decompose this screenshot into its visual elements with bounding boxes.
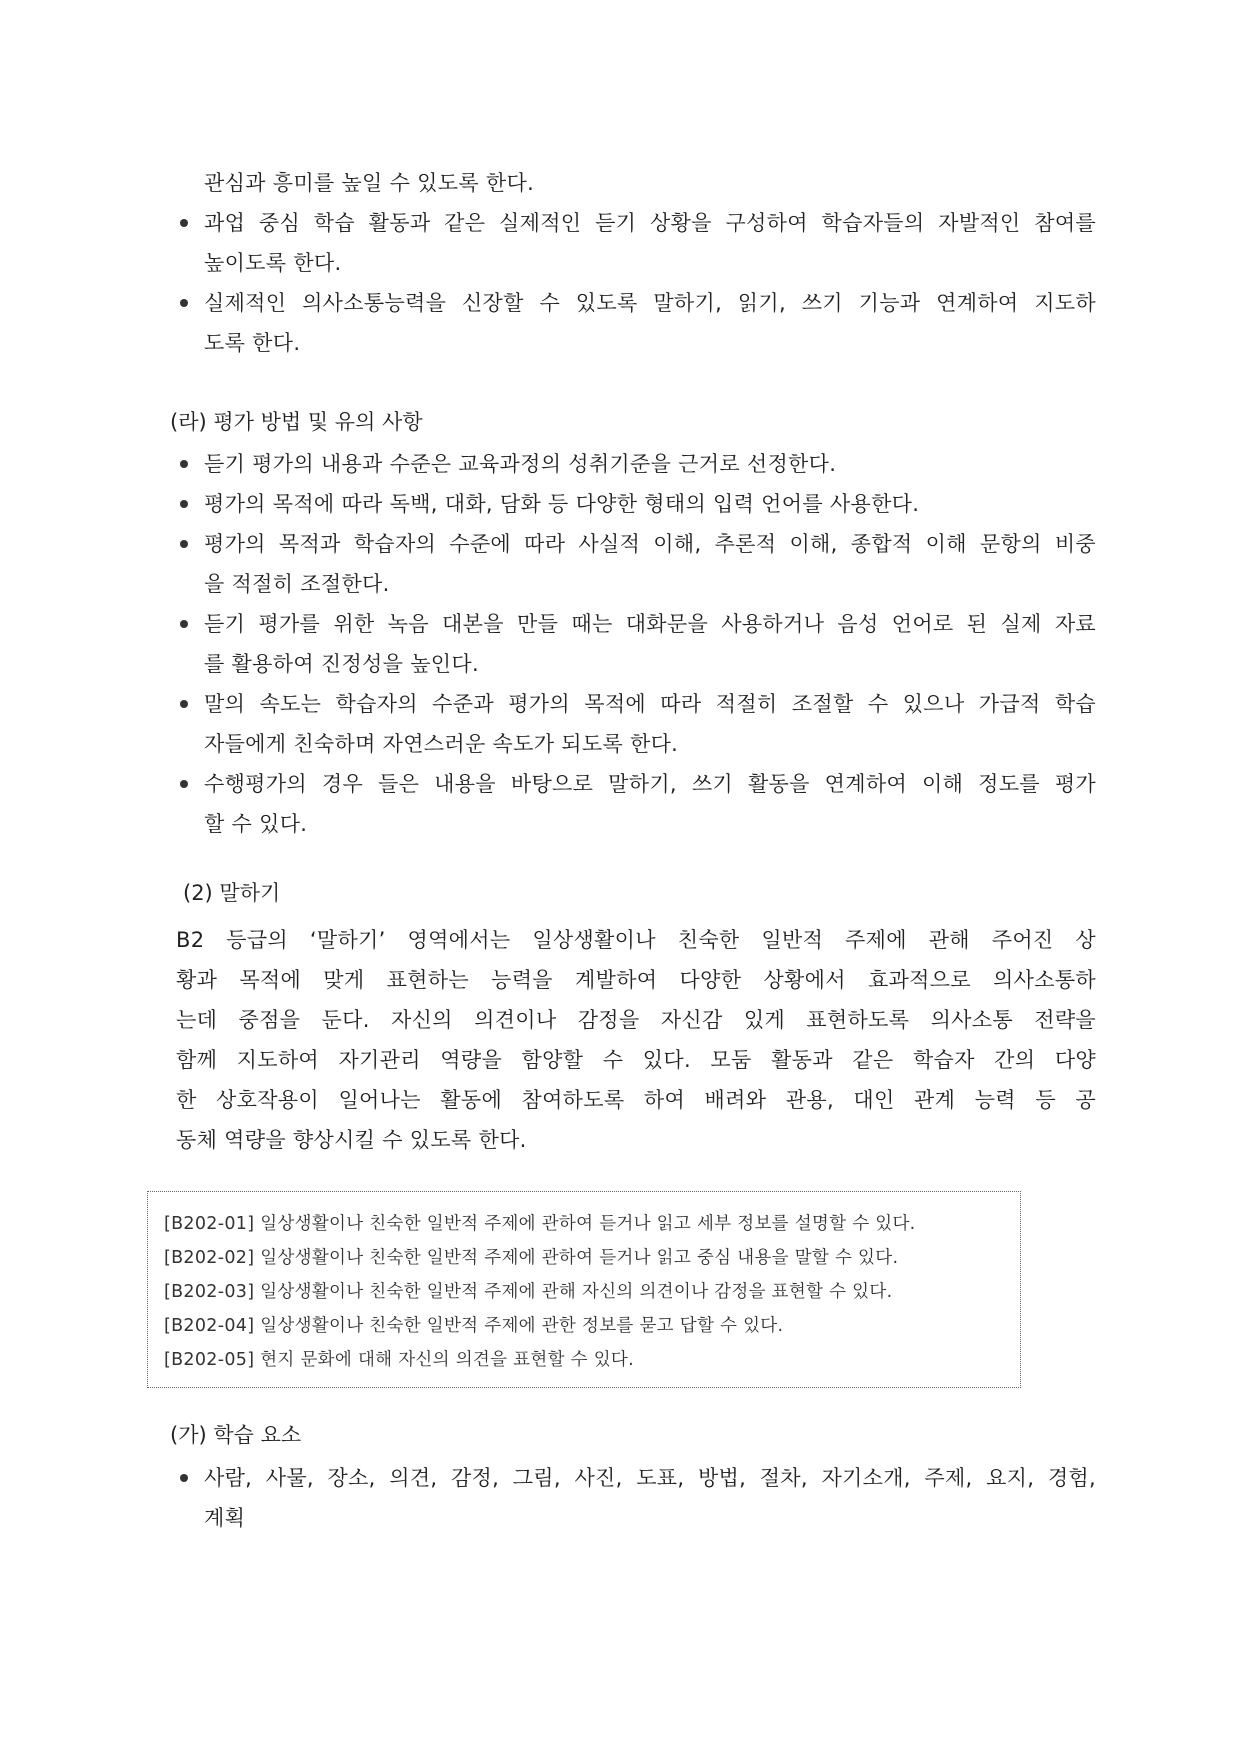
list-item-line: 사람, 사물, 장소, 의견, 감정, 그림, 사진, 도표, 방법, 절차, 자기소개, 주제, 요지, 경험, <box>204 1466 1096 1490</box>
list-item-line: 실제적인 의사소통능력을 신장할 수 있도록 말하기, 읽기, 쓰기 기능과 연계하여 지도하 <box>204 291 1096 315</box>
continuation-text: 관심과 흥미를 높일 수 있도록 한다. <box>204 171 535 195</box>
section-heading-speaking: (2) 말하기 <box>183 881 281 905</box>
bullet-icon <box>180 540 188 548</box>
paragraph-line: B2 등급의 ‘말하기’ 영역에서는 일상생활이나 친숙한 일반적 주제에 관해 주어진 상 <box>176 928 1096 952</box>
paragraph-line: 한 상호작용이 일어나는 활동에 참여하도록 하여 배려와 관용, 대인 관계 능력 등 공 <box>176 1088 1096 1112</box>
list-item-line: 과업 중심 학습 활동과 같은 실제적인 듣기 상황을 구성하여 학습자들의 자발적인 참여를 <box>204 211 1096 235</box>
list-item-line: 계획 <box>204 1506 246 1530</box>
list-item-line: 도록 한다. <box>204 331 301 355</box>
paragraph-line: 황과 목적에 맞게 표현하는 능력을 계발하여 다양한 상황에서 효과적으로 의사소통하 <box>176 968 1096 992</box>
bullet-icon <box>180 780 188 788</box>
bullet-icon <box>180 700 188 708</box>
section-heading-evaluation: (라) 평가 방법 및 유의 사항 <box>170 410 423 434</box>
bullet-icon <box>180 620 188 628</box>
list-item-line: 평가의 목적과 학습자의 수준에 따라 사실적 이해, 추론적 이해, 종합적 이해 문항의 비중 <box>204 532 1096 556</box>
list-item-line: 듣기 평가를 위한 녹음 대본을 만들 때는 대화문을 사용하거나 음성 언어로 된 실제 자료 <box>204 612 1096 636</box>
list-item-line: 수행평가의 경우 들은 내용을 바탕으로 말하기, 쓰기 활동을 연계하여 이해 정도를 평가 <box>204 772 1096 796</box>
list-item-line: 높이도록 한다. <box>204 251 342 275</box>
list-item-line: 을 적절히 조절한다. <box>204 572 390 596</box>
paragraph-line: 함께 지도하여 자기관리 역량을 함양할 수 있다. 모둠 활동과 같은 학습자 간의 다양 <box>176 1048 1096 1072</box>
standard-item: [B202-01] 일상생활이나 친숙한 일반적 주제에 관하여 듣거나 읽고 세부 정보를 설명할 수 있다. <box>164 1214 916 1234</box>
paragraph-line: 동체 역량을 향상시킬 수 있도록 한다. <box>176 1128 527 1152</box>
list-item-line: 자들에게 친숙하며 자연스러운 속도가 되도록 한다. <box>204 732 679 756</box>
speaking-paragraph <box>176 920 1096 1160</box>
bullet-icon <box>180 219 188 227</box>
bullet-icon <box>180 460 188 468</box>
bullet-icon <box>180 299 188 307</box>
bullet-icon <box>180 1474 188 1482</box>
list-item-line: 말의 속도는 학습자의 수준과 평가의 목적에 따라 적절히 조절할 수 있으나 가급적 학습 <box>204 692 1096 716</box>
bullet-icon <box>180 500 188 508</box>
achievement-standards-box <box>147 1191 1021 1388</box>
standard-item: [B202-02] 일상생활이나 친숙한 일반적 주제에 관하여 듣거나 읽고 중심 내용을 말할 수 있다. <box>164 1248 899 1268</box>
standard-item: [B202-04] 일상생활이나 친숙한 일반적 주제에 관한 정보를 묻고 답할 수 있다. <box>164 1316 784 1336</box>
list-item-line: 평가의 목적에 따라 독백, 대화, 담화 등 다양한 형태의 입력 언어를 사용한다. <box>204 492 920 516</box>
list-item-line: 듣기 평가의 내용과 수준은 교육과정의 성취기준을 근거로 선정한다. <box>204 452 837 476</box>
standard-item: [B202-03] 일상생활이나 친숙한 일반적 주제에 관해 자신의 의견이나 감정을 표현할 수 있다. <box>164 1282 893 1302</box>
standard-item: [B202-05] 현지 문화에 대해 자신의 의견을 표현할 수 있다. <box>164 1350 635 1370</box>
paragraph-line: 는데 중점을 둔다. 자신의 의견이나 감정을 자신감 있게 표현하도록 의사소통 전략을 <box>176 1008 1096 1032</box>
list-item-line: 를 활용하여 진정성을 높인다. <box>204 652 479 676</box>
list-item-line: 할 수 있다. <box>204 812 308 836</box>
section-heading-learning-elements: (가) 학습 요소 <box>170 1423 302 1447</box>
